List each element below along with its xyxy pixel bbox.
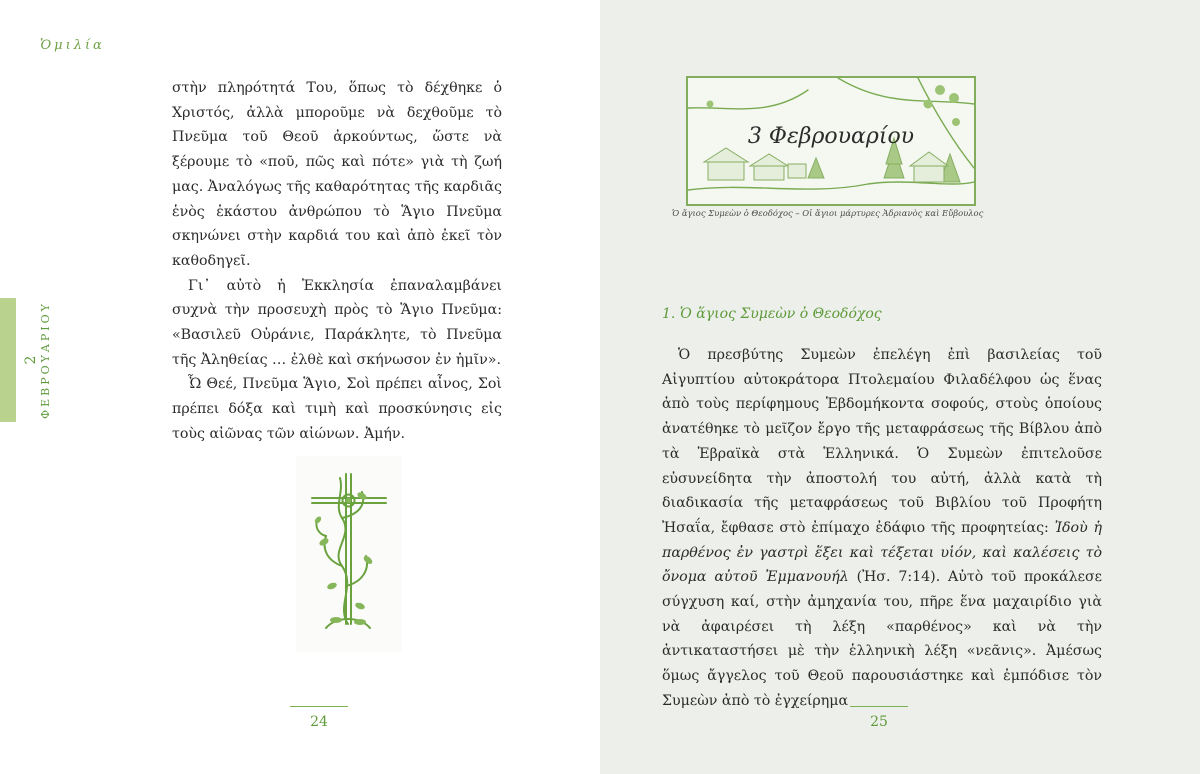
thumb-tab-day: 2 <box>23 355 39 365</box>
thumb-tab-month: ΦΕΒΡΟΥΑΡΙΟΥ <box>39 301 52 419</box>
thumb-tab-label <box>16 298 60 422</box>
body-text: (Ἠσ. 7:14). Αὐτὸ τοῦ προκάλεσε σύγχυση καί, στὴν ἀμηχανία του, πῆρε ἕνα μαχαιρίδιο γιὰ νὰ ἀφαιρέσει τὴ λέξη «παρθένος» καὶ νὰ τὴν ἀντικαταστήσει μὲ τὴν ἑλληνικὴ λέξη «νεᾶνις». Ἀμέσως ὅμως ἄγγελος τοῦ Θεοῦ παρουσιάστηκε καὶ ἐμπόδισε τὸν Συμεὼν ἀπὸ τὸ ἐγχείρημα <box>662 569 1102 709</box>
section-heading: 1. Ὁ ἅγιος Συμεὼν ὁ Θεοδόχος <box>662 306 882 322</box>
paragraph: στὴν πληρότητά Του, ὅπως τὸ δέχθηκε ὁ Χριστός, ἀλλὰ μποροῦμε νὰ δεχθοῦμε τὸ Πνεῦμα τοῦ Θεοῦ ἀρκούντως, ὥστε νὰ ξέρουμε τὸ «ποῦ, πῶς καὶ πότε» γιὰ τὴ ζωή μας. Ἀναλόγως τῆς καθαρότητας τῆς καρδιᾶς ἑνὸς ἑκάστου ἀνθρώπου τὸ Ἅγιο Πνεῦμα σκηνώνει στὴν καρδιά του καὶ ἀπὸ ἐκεῖ τὸν καθοδηγεῖ. <box>172 80 502 269</box>
right-body-text <box>662 343 1102 714</box>
running-head: Ὁμιλία <box>40 38 105 53</box>
folio-rule <box>290 706 348 707</box>
left-body-text <box>172 76 502 447</box>
paragraph <box>662 343 1102 714</box>
banner-title: 3 Φεβρουαρίου <box>747 124 915 149</box>
paragraph: Γι᾽ αὐτὸ ἡ Ἐκκλησία ἐπαναλαμβάνει συχνὰ τὴν προσευχὴ πρὸς τὸ Ἅγιο Πνεῦμα: «Βασιλεῦ Οὐράνιε, Παράκλητε, τὸ Πνεῦμα τῆς Ἀληθείας … ἐλθὲ καὶ σκήνωσον ἐν ἡμῖν». <box>172 277 502 368</box>
folio-rule <box>850 706 908 707</box>
body-text: Ὁ πρεσβύτης Συμεὼν ἐπελέγη ἐπὶ βασιλείας τοῦ Αἰγυπτίου αὐτοκράτορα Πτολεμαίου Φιλαδέλφου ὡς ἕνας ἀπὸ τοὺς περίφημους Ἑβδομήκοντα σοφούς, στοὺς ὁποίους ἀνατέθηκε τὸ μεῖζον ἔργο τῆς μεταφράσεως τῆς Βίβλου ἀπὸ τὰ Ἑβραϊκὰ στὰ Ἑλληνικά. Ὁ Συμεὼν ἐπιτελοῦσε εὐσυνείδητα τὴν ἀποστολή του αὐτή, ἀλλὰ κατὰ τὴ διαδικασία τῆς μεταφράσεως τοῦ Βιβλίου τοῦ Προφήτη Ἠσαΐα, ἔφθασε στὸ ἐπίμαχο ἐδάφιο τῆς προφητείας: <box>662 347 1102 536</box>
cross-vine-icon <box>296 456 402 652</box>
thumb-tab <box>0 298 16 422</box>
scripture-quote: Ἰδοὺ ἡ παρθένος ἐν γαστρὶ ἕξει καὶ τέξεται υἱόν, καὶ καλέσεις τὸ ὄνομα αὐτοῦ Ἐμμανουήλ <box>662 519 1102 586</box>
banner-caption: Ὁ ἅγιος Συμεὼν ὁ Θεοδόχος – Οἱ ἅγιοι μάρτυρες Ἀδριανὸς καὶ Εὔβουλος <box>672 208 984 218</box>
page-number-right: 25 <box>870 714 888 730</box>
paragraph: Ὦ Θεέ, Πνεῦμα Ἅγιο, Σοὶ πρέπει αἶνος, Σοὶ πρέπει δόξα καὶ τιμὴ καὶ προσκύνησις εἰς τοὺς αἰῶνας τῶν αἰώνων. Ἀμήν. <box>172 376 502 442</box>
date-banner <box>686 76 976 206</box>
page-number-left: 24 <box>310 714 328 730</box>
